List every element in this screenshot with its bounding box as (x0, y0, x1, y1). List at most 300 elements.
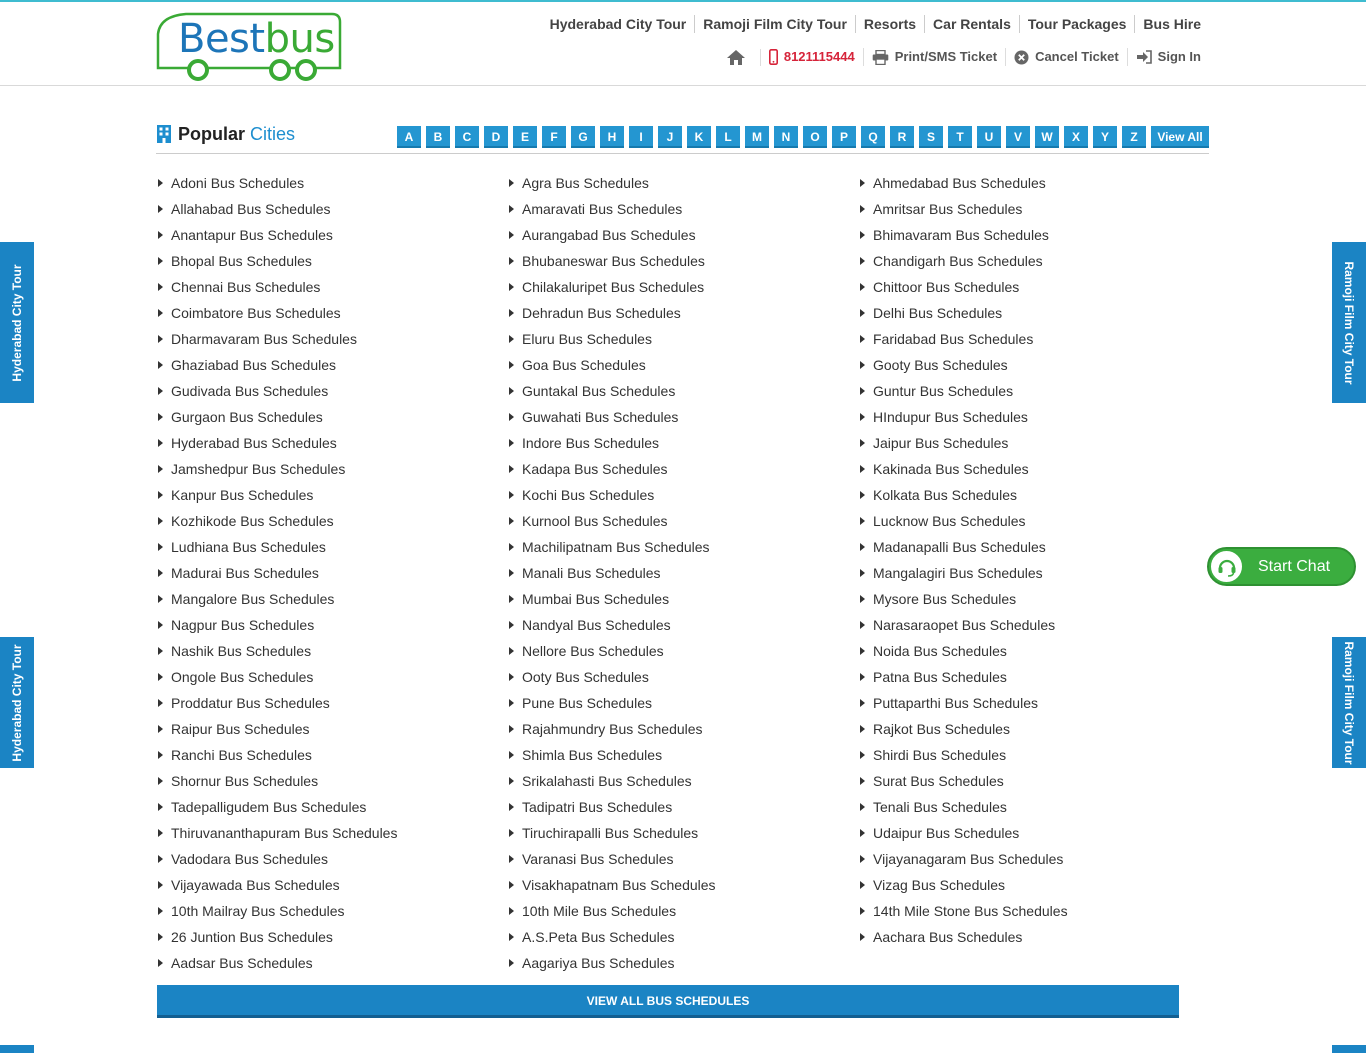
site-header (0, 2, 1366, 86)
city-schedule-label: Puttaparthi Bus Schedules (873, 695, 1038, 711)
caret-right-icon (860, 283, 865, 291)
city-schedule-label: Proddatur Bus Schedules (171, 695, 330, 711)
city-schedule-label: Ranchi Bus Schedules (171, 747, 312, 763)
caret-right-icon (860, 699, 865, 707)
caret-right-icon (509, 257, 514, 265)
view-all-bus-schedules-button[interactable]: VIEW ALL BUS SCHEDULES (157, 985, 1179, 1018)
city-schedule-link[interactable] (507, 300, 858, 326)
caret-right-icon (860, 907, 865, 915)
city-schedule-link[interactable] (156, 404, 507, 430)
city-schedule-link[interactable] (507, 456, 858, 482)
caret-right-icon (158, 673, 163, 681)
alphabet-view-all-button[interactable]: View All (1151, 126, 1209, 148)
alphabet-letter-h[interactable]: H (600, 126, 624, 148)
city-schedule-label: Kakinada Bus Schedules (873, 461, 1029, 477)
city-schedule-label: Shimla Bus Schedules (522, 747, 663, 763)
city-schedule-link[interactable] (858, 456, 1209, 482)
city-schedule-label: Faridabad Bus Schedules (873, 331, 1034, 347)
city-schedule-link[interactable] (156, 326, 507, 352)
city-schedule-label: Nellore Bus Schedules (522, 643, 664, 659)
caret-right-icon (860, 179, 865, 187)
caret-right-icon (509, 517, 514, 525)
nav-hyderabad-city-tour[interactable]: Hyderabad City Tour (542, 15, 696, 33)
city-schedule-label: Goa Bus Schedules (522, 357, 646, 373)
city-schedule-link[interactable] (507, 846, 858, 872)
city-schedule-label: Ongole Bus Schedules (171, 669, 314, 685)
city-schedule-label: Kurnool Bus Schedules (522, 513, 668, 529)
city-column-1 (156, 170, 507, 976)
city-schedule-label: A.S.Peta Bus Schedules (522, 929, 675, 945)
side-tab-left-partial[interactable] (0, 1045, 34, 1053)
caret-right-icon (158, 231, 163, 239)
city-schedule-link[interactable] (156, 274, 507, 300)
city-schedule-link[interactable] (156, 898, 507, 924)
city-schedule-link[interactable] (858, 482, 1209, 508)
printer-icon (872, 50, 889, 65)
city-schedule-link[interactable] (507, 430, 858, 456)
nav-resorts[interactable]: Resorts (856, 15, 925, 33)
side-tab-ramoji-film-city-tour-2[interactable] (1332, 637, 1366, 768)
caret-right-icon (158, 465, 163, 473)
side-tab-right-partial[interactable] (1332, 1045, 1366, 1053)
city-schedule-link[interactable] (858, 846, 1209, 872)
phone-number: 8121115444 (783, 49, 855, 64)
city-schedule-label: Kochi Bus Schedules (522, 487, 655, 503)
city-schedule-label: Kolkata Bus Schedules (873, 487, 1017, 503)
city-schedule-link[interactable] (507, 586, 858, 612)
city-schedule-label: 10th Mile Bus Schedules (522, 903, 677, 919)
caret-right-icon (158, 829, 163, 837)
caret-right-icon (509, 231, 514, 239)
city-schedule-label: Noida Bus Schedules (873, 643, 1007, 659)
city-schedule-link[interactable] (507, 612, 858, 638)
caret-right-icon (158, 283, 163, 291)
city-schedule-label: Bhimavaram Bus Schedules (873, 227, 1049, 243)
city-schedule-link[interactable] (858, 924, 1209, 950)
city-schedule-label: Allahabad Bus Schedules (171, 201, 331, 217)
city-schedule-link[interactable] (156, 690, 507, 716)
city-schedule-label: Machilipatnam Bus Schedules (522, 539, 710, 555)
side-tab-hyderabad-city-tour-2[interactable] (0, 637, 34, 768)
caret-right-icon (509, 751, 514, 759)
caret-right-icon (860, 465, 865, 473)
section-title-cities: Cities (250, 124, 296, 144)
city-schedule-link[interactable] (858, 352, 1209, 378)
city-schedule-link[interactable] (507, 170, 858, 196)
caret-right-icon (860, 309, 865, 317)
city-schedule-label: Mangalagiri Bus Schedules (873, 565, 1043, 581)
city-schedule-label: Agra Bus Schedules (522, 175, 649, 191)
city-schedule-label: Ghaziabad Bus Schedules (171, 357, 336, 373)
home-link[interactable] (718, 49, 761, 66)
city-schedule-link[interactable] (156, 638, 507, 664)
city-schedule-link[interactable] (858, 248, 1209, 274)
caret-right-icon (158, 959, 163, 967)
alphabet-letter-r[interactable]: R (890, 126, 914, 148)
print-sms-ticket-label: Print/SMS Ticket (894, 49, 998, 64)
city-schedule-link[interactable] (507, 794, 858, 820)
caret-right-icon (158, 647, 163, 655)
city-schedule-label: Chittoor Bus Schedules (873, 279, 1020, 295)
city-schedule-link[interactable] (507, 222, 858, 248)
caret-right-icon (509, 959, 514, 967)
city-schedule-label: Varanasi Bus Schedules (522, 851, 674, 867)
nav-car-rentals[interactable]: Car Rentals (925, 15, 1020, 33)
city-schedule-label: Adoni Bus Schedules (171, 175, 305, 191)
city-schedule-link[interactable] (858, 508, 1209, 534)
caret-right-icon (860, 361, 865, 369)
city-schedule-link[interactable] (507, 742, 858, 768)
caret-right-icon (158, 309, 163, 317)
city-schedule-link[interactable] (156, 248, 507, 274)
city-schedule-link[interactable] (156, 586, 507, 612)
alphabet-letter-i[interactable]: I (629, 126, 653, 148)
city-schedule-label: Ahmedabad Bus Schedules (873, 175, 1046, 191)
caret-right-icon (158, 803, 163, 811)
city-schedule-link[interactable] (507, 404, 858, 430)
side-tab-label: Hyderabad City Tour (10, 263, 24, 382)
caret-right-icon (158, 439, 163, 447)
caret-right-icon (860, 933, 865, 941)
caret-right-icon (158, 491, 163, 499)
alphabet-letter-l[interactable]: L (716, 126, 740, 148)
section-title (156, 122, 295, 146)
alphabet-letter-s[interactable]: S (919, 126, 943, 148)
city-schedule-link[interactable] (507, 898, 858, 924)
city-schedule-link[interactable] (858, 430, 1209, 456)
caret-right-icon (509, 387, 514, 395)
city-schedule-link[interactable] (156, 430, 507, 456)
caret-right-icon (509, 361, 514, 369)
city-schedule-link[interactable] (507, 352, 858, 378)
alphabet-letter-d[interactable]: D (484, 126, 508, 148)
alphabet-letter-c[interactable]: C (455, 126, 479, 148)
cancel-ticket-link[interactable] (1006, 48, 1128, 66)
caret-right-icon (509, 673, 514, 681)
city-schedule-label: Srikalahasti Bus Schedules (522, 773, 692, 789)
caret-right-icon (158, 179, 163, 187)
city-schedule-link[interactable] (156, 352, 507, 378)
city-schedule-link[interactable] (156, 300, 507, 326)
start-chat-label: Start Chat (1258, 557, 1331, 575)
start-chat-button[interactable] (1207, 547, 1356, 586)
alphabet-letter-q[interactable]: Q (861, 126, 885, 148)
alphabet-letter-y[interactable]: Y (1093, 126, 1117, 148)
caret-right-icon (509, 907, 514, 915)
city-schedule-link[interactable] (858, 898, 1209, 924)
city-schedule-label: Madanapalli Bus Schedules (873, 539, 1046, 555)
alphabet-letter-j[interactable]: J (658, 126, 682, 148)
city-schedule-label: Jamshedpur Bus Schedules (171, 461, 346, 477)
section-title-popular: Popular (178, 124, 246, 144)
city-schedule-link[interactable] (858, 560, 1209, 586)
side-tab-hyderabad-city-tour-1[interactable] (0, 242, 34, 403)
nav-tour-packages[interactable]: Tour Packages (1020, 15, 1136, 33)
caret-right-icon (860, 725, 865, 733)
city-schedule-label: 14th Mile Stone Bus Schedules (873, 903, 1068, 919)
city-schedule-label: Tenali Bus Schedules (873, 799, 1007, 815)
city-schedule-link[interactable] (507, 716, 858, 742)
city-schedule-label: Tadepalligudem Bus Schedules (171, 799, 367, 815)
city-schedule-link[interactable] (156, 456, 507, 482)
alphabet-letter-e[interactable]: E (513, 126, 537, 148)
city-schedule-link[interactable] (156, 378, 507, 404)
city-schedule-link[interactable] (507, 950, 858, 976)
city-schedule-link[interactable] (156, 768, 507, 794)
city-schedule-label: Gurgaon Bus Schedules (171, 409, 323, 425)
city-schedule-link[interactable] (858, 794, 1209, 820)
side-tab-label: Hyderabad City Tour (10, 643, 24, 762)
city-schedule-label: Coimbatore Bus Schedules (171, 305, 341, 321)
city-schedule-label: Guntakal Bus Schedules (522, 383, 676, 399)
caret-right-icon (158, 543, 163, 551)
caret-right-icon (158, 725, 163, 733)
nav-bus-hire[interactable]: Bus Hire (1143, 16, 1201, 32)
alphabet-filter (392, 126, 1209, 148)
logo-wordmark (178, 14, 335, 64)
bestbus-logo[interactable] (156, 12, 344, 82)
alphabet-letter-u[interactable]: U (977, 126, 1001, 148)
city-schedule-link[interactable] (156, 872, 507, 898)
city-schedule-label: Aurangabad Bus Schedules (522, 227, 696, 243)
city-schedule-link[interactable] (858, 742, 1209, 768)
building-icon (156, 124, 172, 144)
caret-right-icon (860, 517, 865, 525)
city-schedule-link[interactable] (507, 378, 858, 404)
caret-right-icon (509, 413, 514, 421)
city-schedule-link[interactable] (507, 534, 858, 560)
caret-right-icon (509, 933, 514, 941)
city-schedule-label: Eluru Bus Schedules (522, 331, 652, 347)
city-schedule-label: Rajahmundry Bus Schedules (522, 721, 703, 737)
caret-right-icon (860, 413, 865, 421)
city-schedule-label: Nashik Bus Schedules (171, 643, 312, 659)
city-schedule-link[interactable] (858, 664, 1209, 690)
city-schedule-link[interactable] (507, 924, 858, 950)
city-schedule-link[interactable] (858, 716, 1209, 742)
city-schedule-label: Visakhapatnam Bus Schedules (522, 877, 716, 893)
alphabet-letter-v[interactable]: V (1006, 126, 1030, 148)
city-schedule-link[interactable] (507, 248, 858, 274)
caret-right-icon (860, 881, 865, 889)
alphabet-letter-z[interactable]: Z (1122, 126, 1146, 148)
alphabet-letter-n[interactable]: N (774, 126, 798, 148)
city-schedule-link[interactable] (156, 924, 507, 950)
mobile-phone-icon (769, 49, 778, 65)
city-schedule-label: Indore Bus Schedules (522, 435, 659, 451)
caret-right-icon (509, 881, 514, 889)
city-schedule-link[interactable] (156, 742, 507, 768)
city-schedule-link[interactable] (156, 534, 507, 560)
city-schedule-link[interactable] (507, 664, 858, 690)
caret-right-icon (158, 387, 163, 395)
alphabet-letter-o[interactable]: O (803, 126, 827, 148)
city-schedule-link[interactable] (156, 612, 507, 638)
city-schedule-link[interactable] (507, 690, 858, 716)
headset-icon (1209, 549, 1244, 584)
city-schedule-link[interactable] (507, 196, 858, 222)
side-tab-ramoji-film-city-tour-1[interactable] (1332, 242, 1366, 403)
caret-right-icon (509, 855, 514, 863)
alphabet-letter-f[interactable]: F (542, 126, 566, 148)
caret-right-icon (158, 933, 163, 941)
city-schedule-link[interactable] (156, 508, 507, 534)
city-schedule-label: Raipur Bus Schedules (171, 721, 310, 737)
caret-right-icon (509, 803, 514, 811)
caret-right-icon (509, 465, 514, 473)
city-column-3 (858, 170, 1209, 976)
caret-right-icon (158, 907, 163, 915)
caret-right-icon (509, 543, 514, 551)
caret-right-icon (509, 569, 514, 577)
city-schedule-link[interactable] (156, 222, 507, 248)
city-schedule-link[interactable] (858, 326, 1209, 352)
city-schedule-link[interactable] (507, 326, 858, 352)
city-schedule-label: Vijayanagaram Bus Schedules (873, 851, 1064, 867)
city-schedule-label: Dehradun Bus Schedules (522, 305, 681, 321)
city-schedule-link[interactable] (507, 820, 858, 846)
city-schedule-label: Madurai Bus Schedules (171, 565, 319, 581)
nav-ramoji-film-city-tour[interactable]: Ramoji Film City Tour (695, 15, 856, 33)
city-schedule-link[interactable] (858, 222, 1209, 248)
city-schedule-link[interactable] (156, 950, 507, 976)
city-schedule-label: Mumbai Bus Schedules (522, 591, 670, 607)
alphabet-letter-t[interactable]: T (948, 126, 972, 148)
city-schedule-link[interactable] (156, 560, 507, 586)
caret-right-icon (509, 283, 514, 291)
caret-right-icon (860, 803, 865, 811)
city-schedule-link[interactable] (507, 560, 858, 586)
city-schedule-link[interactable] (156, 794, 507, 820)
caret-right-icon (158, 205, 163, 213)
city-schedule-label: Nandyal Bus Schedules (522, 617, 671, 633)
city-schedule-label: Udaipur Bus Schedules (873, 825, 1020, 841)
city-schedule-label: Lucknow Bus Schedules (873, 513, 1026, 529)
city-schedule-label: Vijayawada Bus Schedules (171, 877, 340, 893)
city-schedule-link[interactable] (156, 716, 507, 742)
alphabet-letter-p[interactable]: P (832, 126, 856, 148)
city-schedule-label: Bhopal Bus Schedules (171, 253, 312, 269)
caret-right-icon (158, 595, 163, 603)
city-schedule-label: Chandigarh Bus Schedules (873, 253, 1043, 269)
alphabet-letter-a[interactable]: A (397, 126, 421, 148)
caret-right-icon (158, 569, 163, 577)
caret-right-icon (509, 699, 514, 707)
city-schedule-link[interactable] (858, 690, 1209, 716)
city-schedule-link[interactable] (156, 482, 507, 508)
logo-best-text: Best (178, 16, 265, 62)
city-schedule-label: Mangalore Bus Schedules (171, 591, 335, 607)
alphabet-letter-g[interactable]: G (571, 126, 595, 148)
city-schedule-link[interactable] (858, 534, 1209, 560)
city-schedule-link[interactable] (156, 170, 507, 196)
city-schedule-link[interactable] (858, 872, 1209, 898)
caret-right-icon (509, 777, 514, 785)
caret-right-icon (860, 829, 865, 837)
city-schedule-link[interactable] (858, 612, 1209, 638)
alphabet-letter-b[interactable]: B (426, 126, 450, 148)
caret-right-icon (509, 725, 514, 733)
phone-link[interactable] (761, 48, 864, 66)
caret-right-icon (509, 647, 514, 655)
print-sms-ticket-link[interactable] (864, 48, 1006, 66)
sign-in-link[interactable] (1128, 48, 1201, 66)
city-schedule-label: Kozhikode Bus Schedules (171, 513, 334, 529)
city-schedule-link[interactable] (507, 768, 858, 794)
city-schedule-label: Amaravati Bus Schedules (522, 201, 683, 217)
side-tab-label: Ramoji Film City Tour (1342, 640, 1356, 765)
city-schedule-label: Jaipur Bus Schedules (873, 435, 1009, 451)
city-schedule-link[interactable] (156, 820, 507, 846)
caret-right-icon (158, 517, 163, 525)
city-schedule-label: Pune Bus Schedules (522, 695, 652, 711)
city-schedule-label: Gooty Bus Schedules (873, 357, 1008, 373)
city-schedule-label: HIndupur Bus Schedules (873, 409, 1028, 425)
city-schedule-link[interactable] (858, 638, 1209, 664)
caret-right-icon (860, 543, 865, 551)
caret-right-icon (860, 647, 865, 655)
city-schedule-link[interactable] (507, 872, 858, 898)
city-schedule-link[interactable] (156, 846, 507, 872)
popular-cities-header (156, 122, 1209, 154)
city-schedule-link[interactable] (858, 768, 1209, 794)
caret-right-icon (860, 335, 865, 343)
logo-bus-text: bus (264, 16, 335, 62)
city-schedule-label: Vizag Bus Schedules (873, 877, 1006, 893)
alphabet-letter-k[interactable]: K (687, 126, 711, 148)
alphabet-letter-m[interactable]: M (745, 126, 769, 148)
caret-right-icon (509, 621, 514, 629)
city-schedule-link[interactable] (507, 638, 858, 664)
caret-right-icon (158, 361, 163, 369)
caret-right-icon (158, 855, 163, 863)
city-schedule-link[interactable] (507, 508, 858, 534)
city-schedule-label: Anantapur Bus Schedules (171, 227, 333, 243)
home-icon (726, 49, 746, 66)
city-schedule-link[interactable] (156, 664, 507, 690)
city-schedule-link[interactable] (858, 586, 1209, 612)
city-schedule-link[interactable] (858, 196, 1209, 222)
city-schedule-label: Chilakaluripet Bus Schedules (522, 279, 705, 295)
city-schedule-link[interactable] (507, 482, 858, 508)
city-schedule-link[interactable] (858, 820, 1209, 846)
caret-right-icon (509, 491, 514, 499)
city-schedule-label: Mysore Bus Schedules (873, 591, 1017, 607)
caret-right-icon (860, 387, 865, 395)
caret-right-icon (509, 595, 514, 603)
city-schedule-link[interactable] (507, 274, 858, 300)
alphabet-letter-x[interactable]: X (1064, 126, 1088, 148)
city-schedule-link[interactable] (858, 274, 1209, 300)
city-schedule-label: Guntur Bus Schedules (873, 383, 1014, 399)
city-column-2 (507, 170, 858, 976)
caret-right-icon (860, 777, 865, 785)
caret-right-icon (158, 751, 163, 759)
caret-right-icon (158, 413, 163, 421)
city-schedule-link[interactable] (858, 170, 1209, 196)
caret-right-icon (860, 751, 865, 759)
city-schedule-label: Shornur Bus Schedules (171, 773, 319, 789)
city-schedule-label: Vadodara Bus Schedules (171, 851, 328, 867)
caret-right-icon (509, 309, 514, 317)
alphabet-letter-w[interactable]: W (1035, 126, 1059, 148)
city-schedule-link[interactable] (156, 196, 507, 222)
city-schedule-link[interactable] (858, 404, 1209, 430)
caret-right-icon (860, 439, 865, 447)
caret-right-icon (509, 179, 514, 187)
city-schedule-link[interactable] (858, 378, 1209, 404)
city-schedule-link[interactable] (858, 300, 1209, 326)
